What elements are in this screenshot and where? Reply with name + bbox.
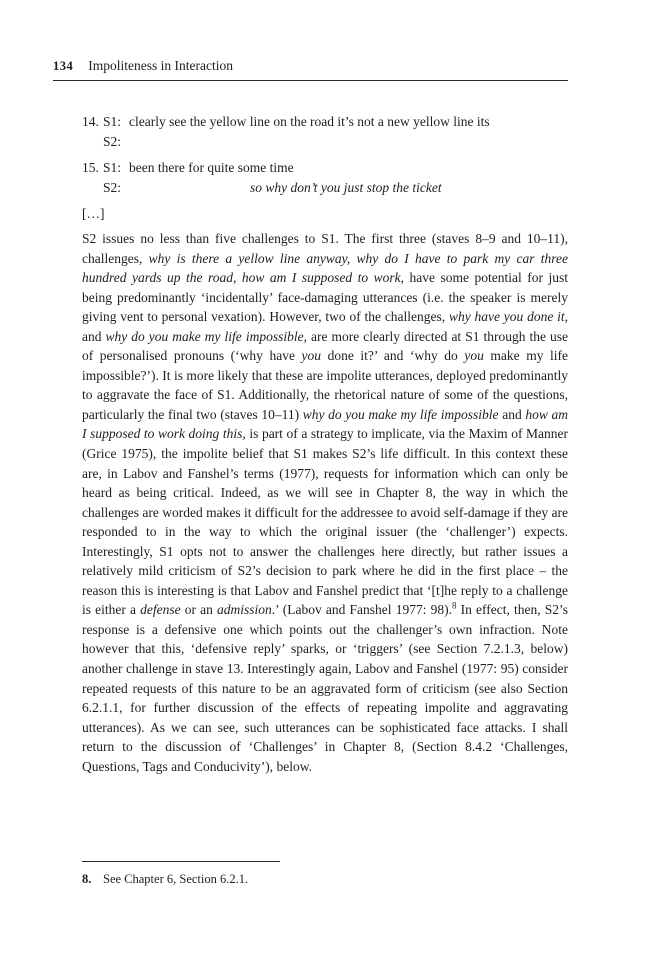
italic-run: why have you done it, [448, 309, 569, 325]
dialogue-example-15 [82, 158, 568, 198]
italic-run: defense [140, 602, 181, 618]
stave-line [82, 112, 568, 132]
example-number: 15. [82, 160, 99, 175]
italic-run: you [301, 348, 322, 364]
speaker-label: S2: [103, 180, 122, 195]
stave-line [82, 158, 568, 178]
footnote-separator-rule [82, 861, 280, 862]
example-number: 14. [82, 114, 99, 129]
italic-run: admission [217, 602, 272, 618]
dialogue-examples [82, 112, 568, 224]
speaker-label: S2: [103, 134, 122, 149]
dialogue-example-14 [82, 112, 568, 152]
utterance-text: been there for quite some time [129, 160, 294, 175]
page-number: 134 [53, 59, 74, 73]
italic-run: why is there a yellow line anyway, why do I have to park my car three hundred yards up the road, how am I supposed to work [82, 250, 568, 286]
italic-run: why do you make my life impossible, [105, 328, 307, 344]
body-paragraph: S2 issues no less than five challenges to S1. The first three (staves 8–9 and 10–11), challenges, why is there a yellow line anyway, why do I have to park my car three hundred yards up the road, how am I supposed to work, have some potential for just being predominantly ‘incidentally’ face-damaging utterances (i.e. the speaker is merely giving vent to personal vexation). However, two of the challenges, why have you done it, and why do you make my life impossible, are more clearly directed at S1 through the use of personalised pronouns (‘why have you done it?’ and ‘why do you make my life impossible?’). It is more likely that these are impolite utterances, deployed predominantly to aggravate the face of S1. Additionally, the rhetorical nature of some of the questions, particularly the final two (staves 10–11) why do you make my life impossible and how am I supposed to work doing this, is part of a strategy to implicate, via the Maxim of Manner (Grice 1975), the impolite belief that S1 makes S2’s life difficult. In this context these are, in Labov and Fanshel’s terms (1977), requests for information which can only be heard as being critical. Indeed, as we will see in Chapter 8, the way in which the challenges are worded makes it difficult for the addressee to avoid self-damage if they are responded to in the way to which the original issuer (the ‘challenger’) expects. Interestingly, S1 opts not to answer the challenges here directly, but rather issues a relatively mild criticism of S2’s decision to park where he did in the first place – the reason this is interesting is that Labov and Fanshel predict that ‘[t]he reply to a challenge is either a defense or an admission.’ (Labov and Fanshel 1977: 98).$^8$ In effect, then, S2’s response is a defensive one which points out the challenger’s own infraction. Note however that this, ‘defensive reply’ sparks, or ‘triggers’ (see Section 7.2.1.3, below) another challenge in stave 13. Interestingly again, Labov and Fanshel (1977: 95) consider repeated requests of this nature to be an aggravated form of criticism (see also Section 6.2.1.1, for further discussion of the effects of repeating impolite and aggravating utterances). As we can see, such utterances can be sophisticated face attacks. I shall return to the discussion of ‘Challenges’ in Chapter 8, (Section 8.4.2 ‘Challenges, Questions, Tags and Conducivity’), below. [82, 231, 569, 774]
speaker-label: S1: [103, 114, 122, 129]
footnote-marker: 8. [82, 872, 92, 886]
footnote [82, 871, 568, 888]
footnote-text: See Chapter 6, Section 6.2.1. [103, 872, 249, 886]
speaker-label: S1: [103, 160, 122, 175]
stave-line [82, 178, 568, 198]
ellipsis-marker: […] [82, 206, 105, 221]
italic-run: how am I supposed to work doing this [82, 406, 568, 442]
running-title: Impoliteness in Interaction [88, 58, 233, 73]
utterance-text: clearly see the yellow line on the road it’s not a new yellow line its [129, 114, 490, 129]
page-header [53, 58, 568, 74]
italic-run: you [464, 348, 484, 364]
header-rule [53, 80, 568, 81]
utterance-text-italic: so why don’t you just stop the ticket [250, 180, 442, 195]
italic-run: why do you make my life impossible [302, 406, 499, 422]
stave-line [82, 132, 568, 152]
footnote-reference: 8 [451, 600, 457, 611]
